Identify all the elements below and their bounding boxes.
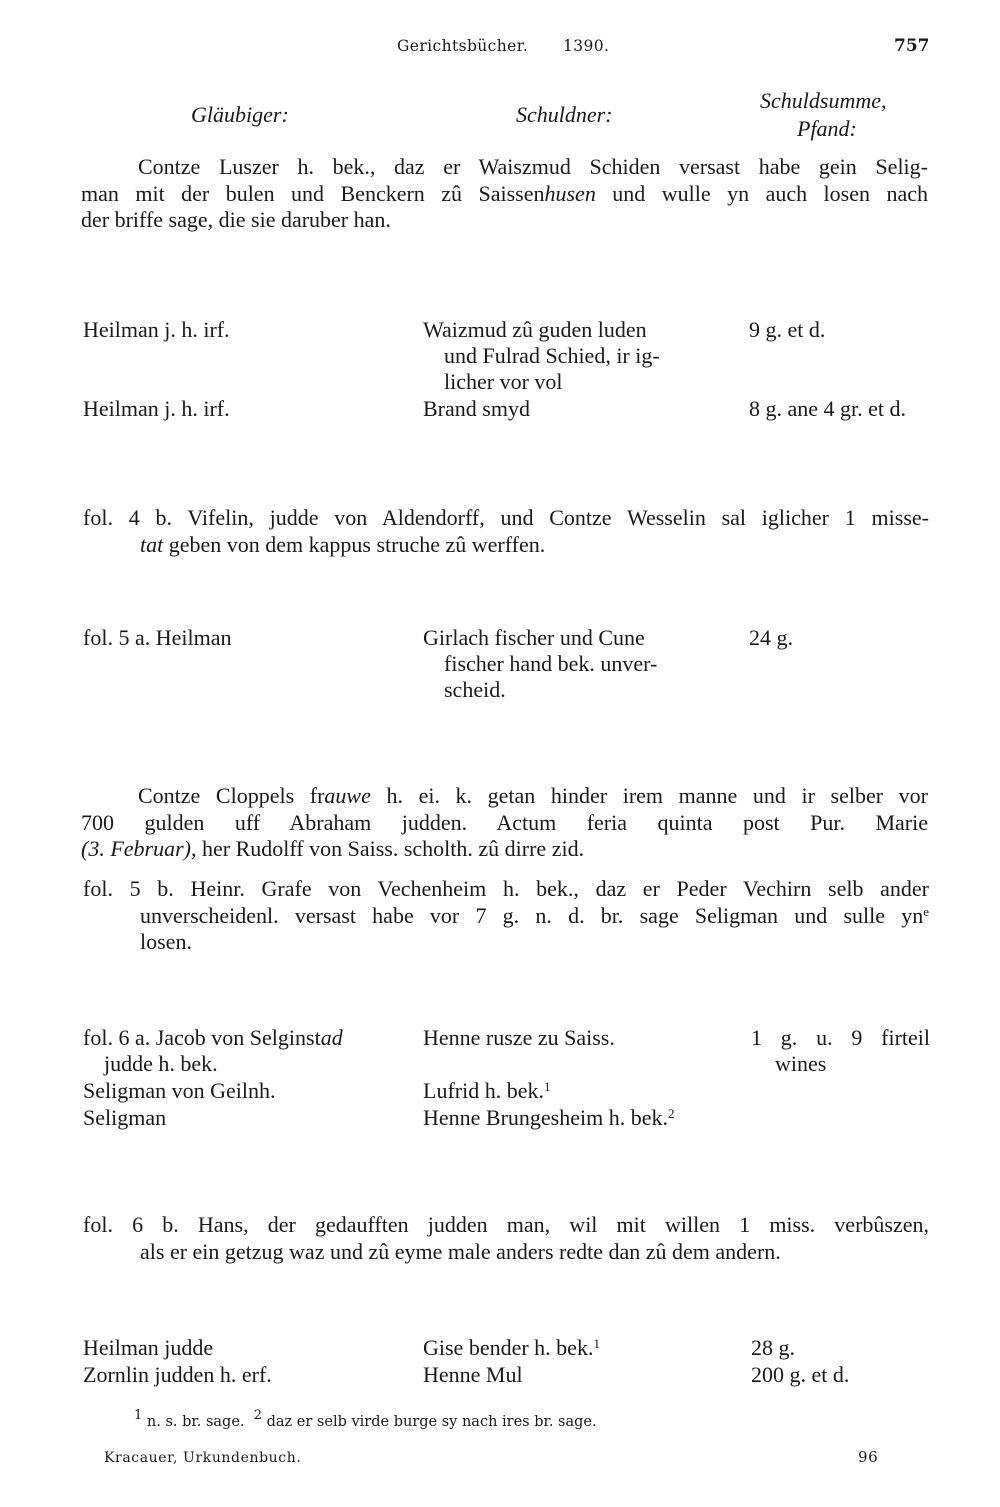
debtor: Henne rusze zu Saiss. xyxy=(423,1025,615,1050)
footnotes xyxy=(134,1408,597,1430)
footnote-number: 1 xyxy=(134,1408,143,1423)
paragraph-line: fol. 5 b. Heinr. Grafe von Vechenheim h. bek., daz er Peder Vechirn selb ander xyxy=(83,876,929,901)
column-header-debtor: Schuldner: xyxy=(516,102,613,127)
footnote-mark: 1 xyxy=(593,1336,600,1351)
creditor: fol. 5 a. Heilman xyxy=(83,625,232,650)
debtor: Henne Mul xyxy=(423,1362,523,1387)
amount: 200 g. et d. xyxy=(751,1362,850,1387)
creditor: Heilman j. h. irf. xyxy=(83,317,230,342)
entry-paragraph xyxy=(83,876,929,956)
creditor: Heilman j. h. irf. xyxy=(83,396,230,421)
paragraph-line: man mit der bulen und Benckern zû Saissenhusen und wulle yn auch losen nach xyxy=(81,180,928,206)
creditor: Zornlin judden h. erf. xyxy=(83,1362,272,1387)
amount: wines xyxy=(775,1051,827,1076)
paragraph-line: (3. Februar), her Rudolff von Saiss. scholth. zû dirre zid. xyxy=(81,836,585,862)
amount: 9 g. et d. xyxy=(749,317,826,342)
entry-paragraph xyxy=(81,154,928,234)
year: 1390. xyxy=(563,37,610,55)
debtor: Lufrid h. bek.$^1$ xyxy=(423,1078,551,1103)
page-number: 757 xyxy=(894,36,930,56)
debtor: Girlach fischer und Cune xyxy=(423,625,645,650)
debtor: Gise bender h. bek.$^1$ xyxy=(423,1335,600,1360)
paragraph-line: tat geben von dem kappus struche zû werffen. xyxy=(140,531,546,557)
debtor: licher vor vol xyxy=(444,369,563,394)
paragraph-line: fol. 6 b. Hans, der gedaufften judden man, wil mit willen 1 miss. verbûszen, xyxy=(83,1212,929,1237)
debtor: Brand smyd xyxy=(423,396,530,421)
amount: 28 g. xyxy=(751,1335,795,1360)
creditor: Seligman xyxy=(83,1105,167,1130)
entry-paragraph xyxy=(83,505,929,558)
footnote-number: 2 xyxy=(253,1408,263,1423)
footnote-mark: 1 xyxy=(543,1079,551,1094)
entry-paragraph xyxy=(83,1212,929,1265)
creditor: Seligman von Geilnh. xyxy=(83,1078,276,1103)
paragraph-line: der briffe sage, die sie daruber han. xyxy=(81,207,391,233)
amount: 24 g. xyxy=(749,625,793,650)
paragraph-line: fol. 4 b. Vifelin, judde von Aldendorff, und Contze Wesselin sal iglicher 1 misse- xyxy=(83,505,929,530)
footnote-text: n. s. br. sage. xyxy=(146,1414,245,1430)
signature-number: 96 xyxy=(858,1448,879,1466)
debtor: Henne Brungesheim h. bek.$^2$ xyxy=(423,1105,675,1130)
debtor: und Fulrad Schied, ir ig- xyxy=(444,343,660,368)
amount: 8 g. ane 4 gr. et d. xyxy=(749,396,907,421)
paragraph-line: losen. xyxy=(140,929,192,955)
amount: 1 g. u. 9 firteil xyxy=(751,1025,930,1050)
entry-paragraph xyxy=(81,783,928,863)
footnote-text: daz er selb virde burge sy nach ires br. sage. xyxy=(266,1414,597,1430)
footnote-mark: 2 xyxy=(668,1106,675,1121)
creditor: judde h. bek. xyxy=(104,1051,218,1076)
paragraph-line: 700 gulden uff Abraham judden. Actum feria quinta post Pur. Marie xyxy=(81,809,928,835)
paragraph-line: als er ein getzug waz und zû eyme male anders redte dan zû dem andern. xyxy=(140,1238,781,1264)
footer-author: Kracauer, Urkundenbuch. xyxy=(104,1450,302,1466)
column-header-creditor: Gläubiger: xyxy=(191,102,289,127)
debtor: scheid. xyxy=(444,677,506,702)
creditor: fol. 6 a. Jacob von Selginstad xyxy=(83,1025,343,1050)
debtor: fischer hand bek. unver- xyxy=(444,651,658,676)
paragraph-line: unverscheidenl. versast habe vor 7 g. n. d. br. sage Seligman und sulle $yn^e$ xyxy=(140,902,929,928)
paragraph-line: Contze Cloppels frauwe h. ei. k. getan hinder irem manne und ir selber vor xyxy=(138,783,928,808)
debtor: Waizmud zû guden luden xyxy=(423,317,647,342)
creditor: Heilman judde xyxy=(83,1335,214,1360)
paragraph-line: Contze Luszer h. bek., daz er Waiszmud Schiden versast habe gein Selig- xyxy=(138,154,928,179)
column-header-amount: Schuldsumme, xyxy=(760,88,887,113)
column-header-pledge: Pfand: xyxy=(797,116,857,141)
running-title: Gerichtsbücher. xyxy=(397,37,529,55)
